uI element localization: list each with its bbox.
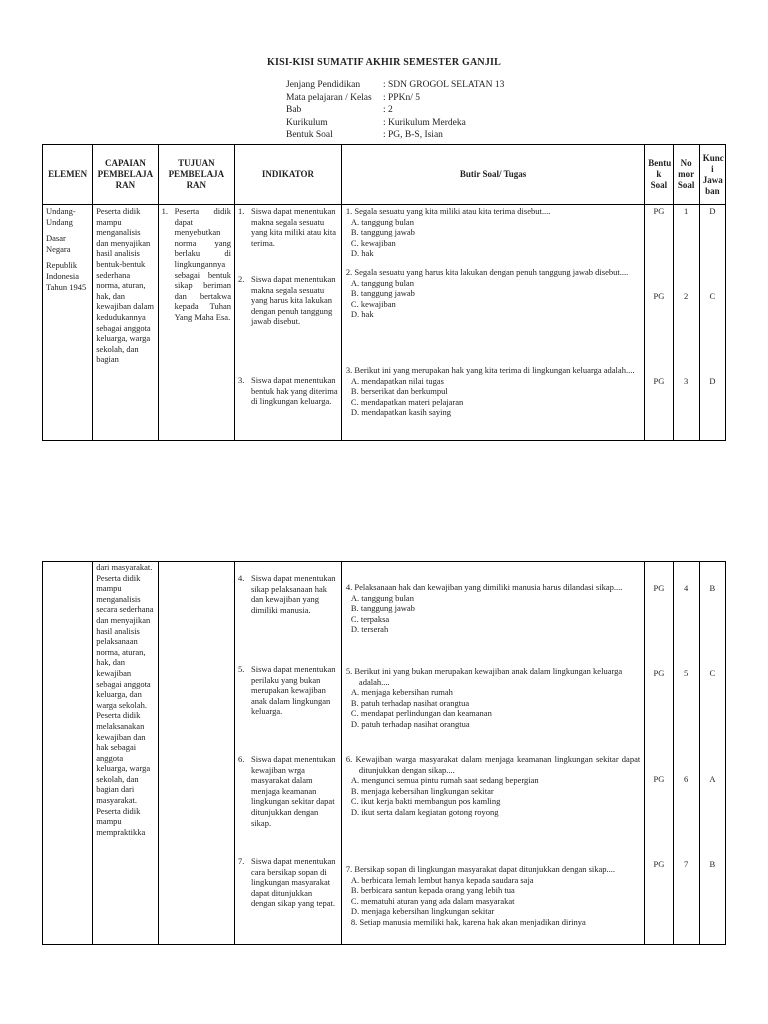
butir-cell	[341, 205, 644, 441]
kisi-kisi-table-page-1	[42, 144, 726, 441]
answer-option: C. mematuhi aturan yang ada dalam masyarakat	[350, 895, 515, 906]
butir-stack	[346, 205, 640, 440]
question-text: 1. Segala sesuatu yang kita miliki atau kita terima disebut....	[345, 206, 551, 216]
indikator-item	[238, 206, 338, 248]
answer-option: B. berserikat dan berkumpul	[350, 386, 448, 397]
answer-option: A. tanggung bulan	[350, 277, 414, 288]
butir-stack	[346, 562, 640, 944]
header-tujuan: TUJUAN PEMBELAJA RAN	[158, 145, 234, 205]
question-block	[346, 365, 640, 418]
question-block	[346, 864, 640, 928]
answer-option: C. terpaksa	[350, 613, 390, 624]
answer-option: C. kewajiban	[350, 298, 396, 309]
answer-option: B. tanggung jawab	[350, 227, 415, 238]
meta-row	[286, 117, 504, 130]
bentuk-value: PG	[653, 376, 665, 386]
nomor-stack	[674, 562, 699, 944]
capaian-text: Peserta didik mampu menganalisis dan menyajikan hasil analisis bentuk-bentuk sederhana norma, aturan, hak, dan kewajiban dalam kedudukannya sebagai anggota keluarga, warga sekolah, dan bagian	[96, 206, 155, 365]
meta-value: : PG, B-S, Isian	[383, 130, 443, 141]
indikator-number: 2.	[238, 274, 245, 284]
meta-label: Bentuk Soal	[286, 130, 333, 141]
meta-value: : Kurikulum Merdeka	[383, 117, 466, 128]
meta-label: Kurikulum	[286, 117, 328, 128]
indikator-item	[238, 856, 338, 909]
bentuk-value: PG	[653, 859, 665, 869]
nomor-value: 3	[684, 376, 689, 386]
question-text: 5. Berikut ini yang bukan merupakan kewajiban anak dalam lingkungan keluarga adalah....	[345, 666, 623, 687]
bentuk-cell	[645, 562, 673, 945]
kunci-cell	[699, 205, 725, 441]
answer-option: D. patuh terhadap nasihat orangtua	[350, 718, 470, 729]
kunci-value: D	[709, 206, 716, 216]
question-block	[346, 666, 640, 730]
nomor-value: 7	[684, 859, 689, 869]
answer-option: B. patuh terhadap nasihat orangtua	[350, 697, 470, 708]
answer-option: D. hak	[350, 309, 374, 320]
meta-label: Jenjang Pendidikan	[286, 80, 361, 90]
question-block	[346, 582, 640, 635]
meta-value: : 2	[383, 105, 393, 116]
kunci-stack	[700, 205, 725, 440]
nomor-cell	[673, 562, 699, 945]
kunci-stack	[700, 562, 725, 944]
answer-option: C. mendapatkan materi pelajaran	[350, 396, 464, 407]
indikator-text: Siswa dapat menentukan sikap pelaksanaan hak dan kewajiban yang dimiliki manusia.	[251, 573, 336, 615]
question-text: 7. Bersikap sopan di lingkungan masyarakat dapat ditunjukkan dengan sikap....	[345, 864, 616, 874]
nomor-value: 2	[684, 291, 689, 301]
elemen-cell	[43, 205, 93, 441]
answer-option: A. mengunci semua pintu rumah saat sedang bepergian	[350, 775, 539, 786]
answer-option: A. tanggung bulan	[350, 592, 414, 603]
bentuk-value: PG	[653, 206, 665, 216]
indikator-number: 4.	[238, 573, 245, 583]
indikator-number: 7.	[238, 856, 245, 866]
answer-option: 8. Setiap manusia memiliki hak, karena hak akan menjadikan dirinya	[350, 916, 586, 927]
elemen-line: Dasar Negara	[46, 233, 71, 254]
indikator-text: Siswa dapat menentukan makna segala sesuatu yang harus kita lakukan dengan penuh tanggung jawab disebut.	[251, 274, 336, 327]
kunci-value: B	[709, 859, 716, 869]
bentuk-value: PG	[653, 583, 665, 593]
indikator-item	[238, 274, 338, 327]
meta-label: Bab	[286, 105, 302, 116]
header-bentuk: Bentu k Soal	[645, 145, 673, 205]
nomor-value: 1	[684, 206, 689, 216]
nomor-value: 5	[684, 668, 689, 678]
header-nomor: No mor Soal	[673, 145, 699, 205]
tujuan-cell	[158, 205, 234, 441]
header-elemen: ELEMEN	[43, 145, 93, 205]
indikator-stack	[238, 205, 338, 440]
bentuk-cell	[645, 205, 673, 441]
indikator-number: 1.	[238, 206, 245, 216]
answer-option: B. tanggung jawab	[350, 288, 415, 299]
indikator-number: 3.	[238, 375, 245, 385]
indikator-cell	[235, 205, 342, 441]
indikator-number: 6.	[238, 754, 245, 764]
bentuk-value: PG	[653, 291, 665, 301]
capaian-text: dari masyarakat. Peserta didik mampu menganalisis secara sederhana dan menyajikan hasil analisis pelaksanaan norma, aturan, hak, dan kewajiban sebagai anggota keluarga, dan warga sekolah. Peserta didik melaksanakan kewajiban dan hak sebagai anggota keluarga, warga sekolah, dan bagian dari masyarakat. Peserta didik mampu mempraktikka	[96, 562, 154, 837]
table-header-row	[43, 145, 726, 205]
tujuan-text: Peserta didik dapat menyebutkan norma yang berlaku di lingkungannya sebagai bentuk sikap beriman dan bertakwa kepada Tuhan Yang Maha Esa.	[174, 206, 231, 322]
capaian-cell	[93, 205, 158, 441]
elemen-cell	[43, 562, 93, 945]
indikator-item	[238, 375, 338, 407]
answer-option: B. berbicara santun kepada orang yang lebih tua	[350, 885, 515, 896]
answer-option: A. berbicara lemah lembut hanya kepada saudara saja	[350, 874, 534, 885]
kunci-value: C	[709, 668, 716, 678]
answer-option: D. ikut serta dalam kegiatan gotong royong	[350, 806, 499, 817]
indikator-text: Siswa dapat menentukan bentuk hak yang diterima di lingkungan keluarga.	[251, 375, 338, 407]
answer-option: A. mendapatkan nilai tugas	[350, 375, 444, 386]
meta-row	[286, 92, 504, 105]
indikator-item	[238, 573, 338, 615]
question-text: 6. Kewajiban warga masyarakat dalam menjaga keamanan lingkungan sekitar dapat ditunjukkan dengan sikap....	[345, 754, 641, 775]
answer-option: C. mendapat perlindungan dan keamanan	[350, 708, 492, 719]
kisi-kisi-table-page-2	[42, 561, 726, 945]
document-meta	[286, 79, 504, 142]
header-kunci: Kunc i Jawa ban	[699, 145, 725, 205]
bentuk-stack	[645, 205, 672, 440]
nomor-value: 6	[684, 774, 689, 784]
header-butir: Butir Soal/ Tugas	[341, 145, 644, 205]
bentuk-value: PG	[653, 668, 665, 678]
kunci-value: C	[709, 291, 716, 301]
indikator-cell	[235, 562, 342, 945]
indikator-item	[238, 754, 338, 828]
answer-option: D. mendapatkan kasih saying	[350, 407, 452, 418]
tujuan-item	[162, 206, 231, 323]
butir-cell	[341, 562, 644, 945]
question-text: 4. Pelaksanaan hak dan kewajiban yang dimiliki manusia harus dilandasi sikap....	[345, 582, 623, 592]
answer-option: B. menjaga kebersihan lingkungan sekitar	[350, 785, 494, 796]
nomor-stack	[674, 205, 699, 440]
indikator-text: Siswa dapat menentukan kewajiban wrga masyarakat dalam menjaga keamanan lingkungan sekitar dapat ditunjukkan dengan sikap.	[251, 754, 336, 828]
bentuk-stack	[645, 562, 672, 944]
answer-option: A. menjaga kebersihan rumah	[350, 687, 453, 698]
meta-row	[286, 129, 504, 142]
tujuan-number: 1.	[161, 206, 169, 216]
elemen-line: Undang-Undang	[46, 206, 76, 227]
nomor-value: 4	[684, 583, 689, 593]
indikator-stack	[238, 562, 338, 944]
indikator-item	[238, 664, 338, 717]
meta-row	[286, 104, 504, 117]
question-block	[346, 206, 640, 259]
kunci-value: A	[709, 774, 716, 784]
indikator-text: Siswa dapat menentukan makna segala sesuatu yang kita miliki atau kita terima.	[251, 206, 336, 248]
question-text: 3. Berikut ini yang merupakan hak yang kita terima di lingkungan keluarga adalah....	[345, 365, 635, 375]
capaian-cell	[93, 562, 158, 945]
indikator-number: 5.	[238, 664, 245, 674]
answer-option: D. menjaga kebersihan lingkungan sekitar	[350, 906, 495, 917]
tujuan-cell	[158, 562, 234, 945]
indikator-text: Siswa dapat menentukan perilaku yang bukan merupakan kewajiban anak dalam lingkungan keluarga.	[251, 664, 336, 717]
meta-row	[286, 79, 504, 92]
kunci-value: B	[709, 583, 716, 593]
bentuk-value: PG	[653, 774, 665, 784]
meta-value: : PPKn/ 5	[383, 92, 420, 103]
question-text: 2. Segala sesuatu yang harus kita lakukan dengan penuh tanggung jawab disebut....	[345, 267, 629, 277]
nomor-cell	[673, 205, 699, 441]
answer-option: A. tanggung bulan	[350, 216, 414, 227]
meta-value: : SDN GROGOL SELATAN 13	[383, 80, 505, 90]
table-row	[43, 205, 726, 441]
table-row	[43, 562, 726, 945]
elemen-line: Republik Indonesia Tahun 1945	[46, 260, 87, 292]
answer-option: D. hak	[350, 248, 374, 259]
answer-option: B. tanggung jawab	[350, 603, 415, 614]
kunci-value: D	[709, 376, 716, 386]
answer-option: C. kewajiban	[350, 237, 396, 248]
document-title: KISI-KISI SUMATIF AKHIR SEMESTER GANJIL	[267, 57, 501, 68]
indikator-text: Siswa dapat menentukan cara bersikap sopan di lingkungan masyarakat dapat ditunjukkan dengan sikap yang tepat.	[251, 856, 336, 909]
header-indikator: INDIKATOR	[235, 145, 342, 205]
kunci-cell	[699, 562, 725, 945]
answer-option: C. ikut kerja bakti membangun pos kamling	[350, 796, 501, 807]
question-block	[346, 754, 640, 818]
answer-option: D. terserah	[350, 624, 389, 635]
meta-label: Mata pelajaran / Kelas	[286, 92, 372, 103]
header-capaian: CAPAIAN PEMBELAJA RAN	[93, 145, 158, 205]
question-block	[346, 267, 640, 320]
